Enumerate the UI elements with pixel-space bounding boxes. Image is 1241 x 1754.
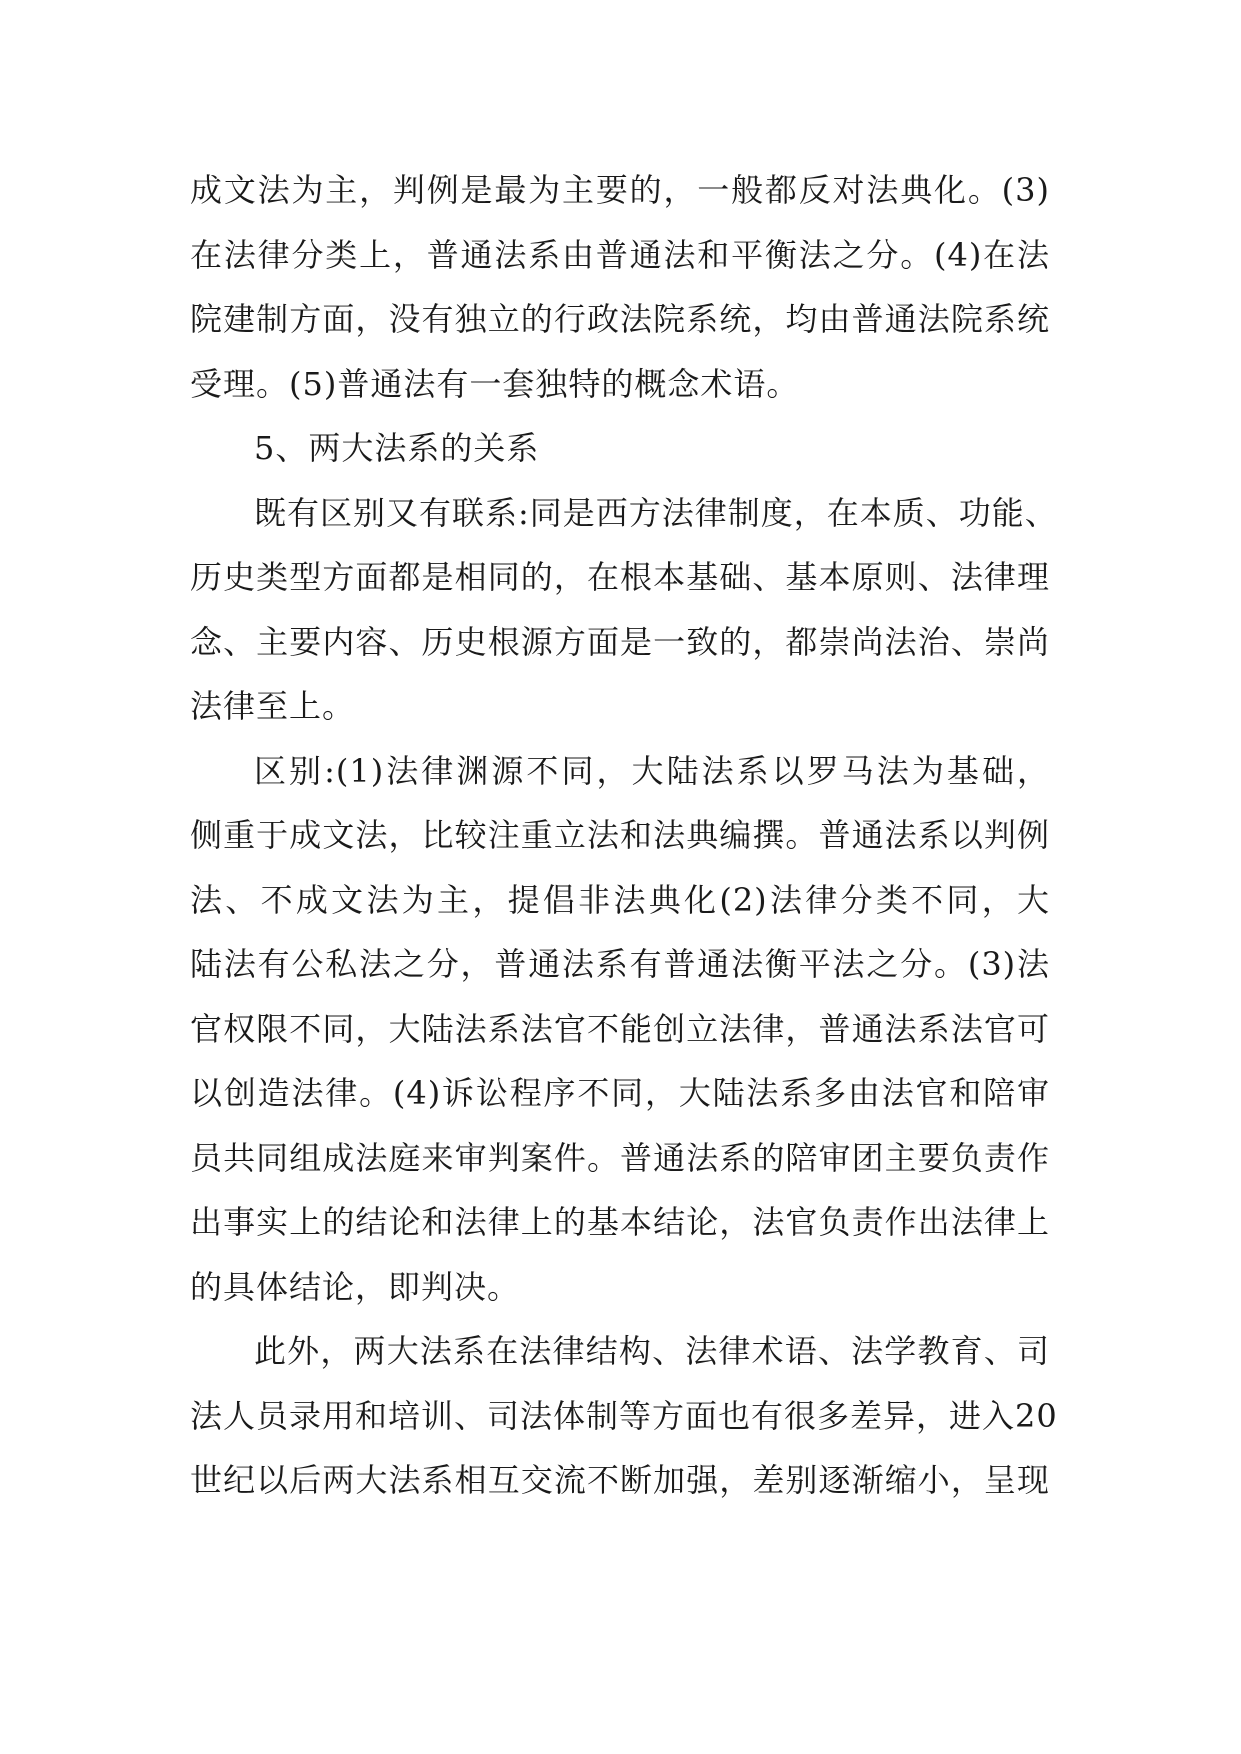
text-line: 以创造法律。(4)诉讼程序不同，大陆法系多由法官和陪审 [190, 1074, 1050, 1112]
text-line: 法、不成文法为主，提倡非法典化(2)法律分类不同，大 [190, 880, 1050, 919]
text-line: 的具体结论，即判决。 [190, 1267, 521, 1306]
text-line: 法律至上。 [190, 687, 356, 725]
text-line: 念、主要内容、历史根源方面是一致的，都崇尚法治、崇尚 [190, 622, 1050, 661]
body-text [190, 158, 1058, 1513]
text-line: 成文法为主，判例是最为主要的，一般都反对法典化。(3) [190, 171, 1050, 209]
text-line: 既有区别又有联系:同是西方法律制度，在本质、功能、 [254, 493, 1058, 532]
text-line: 陆法有公私法之分，普通法系有普通法衡平法之分。(3)法 [190, 945, 1050, 983]
text-line: 院建制方面，没有独立的行政法院系统，均由普通法院系统 [190, 300, 1050, 338]
text-line: 官权限不同，大陆法系法官不能创立法律，普通法系法官可 [190, 1009, 1050, 1048]
text-line: 区别:(1)法律渊源不同，大陆法系以罗马法为基础， [254, 751, 1050, 790]
section-heading: 5、两大法系的关系 [254, 429, 540, 467]
text-line: 侧重于成文法，比较注重立法和法典编撰。普通法系以判例 [190, 816, 1050, 854]
text-line: 世纪以后两大法系相互交流不断加强，差别逐渐缩小，呈现 [190, 1461, 1050, 1499]
text-line: 历史类型方面都是相同的，在根本基础、基本原则、法律理 [190, 558, 1050, 596]
text-line: 此外，两大法系在法律结构、法律术语、法学教育、司 [254, 1332, 1050, 1370]
text-line: 员共同组成法庭来审判案件。普通法系的陪审团主要负责作 [190, 1138, 1050, 1177]
text-line: 在法律分类上，普通法系由普通法和平衡法之分。(4)在法 [190, 235, 1050, 274]
text-line: 受理。(5)普通法有一套独特的概念术语。 [190, 364, 800, 403]
text-line: 法人员录用和培训、司法体制等方面也有很多差异，进入20 [190, 1396, 1058, 1435]
text-line: 出事实上的结论和法律上的基本结论，法官负责作出法律上 [190, 1203, 1050, 1241]
